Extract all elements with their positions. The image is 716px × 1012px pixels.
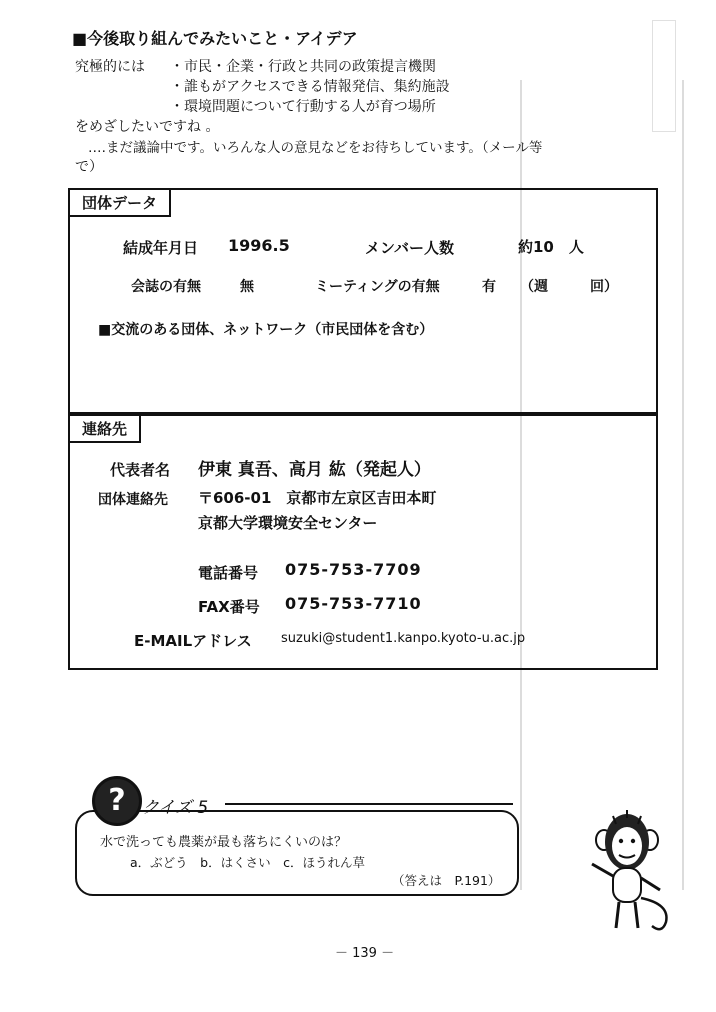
- question-icon: ?: [92, 776, 142, 826]
- phone-value: 075-753-7709: [285, 560, 422, 579]
- contact-title: 連絡先: [68, 414, 141, 443]
- fax-value: 075-753-7710: [285, 594, 422, 613]
- quiz-rule: [225, 803, 513, 805]
- addr-line-1: 〒606-01 京都市左京区吉田本町: [198, 489, 437, 507]
- rep-label: 代表者名: [110, 461, 171, 479]
- addr-label: 団体連絡先: [98, 492, 168, 508]
- meeting-value: 有: [482, 279, 496, 295]
- ideas-bullet-1: ・市民・企業・行政と共同の政策提言機関: [170, 59, 436, 75]
- bulletin-label: 会誌の有無: [131, 279, 201, 295]
- quiz-options: a．ぶどう b．はくさい c．ほうれん草: [130, 855, 365, 870]
- quiz-title: クイズ 5: [142, 798, 209, 818]
- network-label: ■交流のある団体、ネットワーク（市民団体を含む）: [98, 322, 434, 338]
- ideas-heading: ■今後取り組んでみたいこと・アイデア: [72, 29, 358, 48]
- founded-value: 1996.5: [228, 236, 290, 255]
- ideas-bullet-2: ・誰もがアクセスできる情報発信、集約施設: [170, 79, 450, 95]
- founded-label: 結成年月日: [123, 239, 199, 257]
- phone-label: 電話番号: [198, 564, 259, 582]
- members-value: 約10 人: [518, 238, 584, 256]
- quiz-answer-ref: （答えは P.191）: [392, 873, 501, 888]
- fax-label: FAX番号: [198, 598, 260, 616]
- email-label: E-MAILアドレス: [134, 632, 252, 650]
- members-label: メンバー人数: [365, 239, 454, 257]
- reverse-side-tab: [652, 20, 676, 132]
- email-value: suzuki@student1.kanpo.kyoto-u.ac.jp: [281, 631, 526, 646]
- ideas-bullet-3: ・環境問題について行動する人が育つ場所: [170, 99, 436, 115]
- ideas-note-line-2: で）: [75, 159, 103, 175]
- group-data-box: [68, 188, 658, 414]
- bulletin-value: 無: [240, 279, 254, 295]
- ideas-note-line-1: ‥‥まだ議論中です。いろんな人の意見などをお待ちしています。（メール等: [88, 140, 543, 156]
- addr-line-2: 京都大学環境安全センター: [198, 514, 378, 532]
- rep-value: 伊東 真吾、高月 紘（発起人）: [198, 460, 431, 480]
- quiz-question: 水で洗っても農薬が最も落ちにくいのは？: [100, 835, 348, 850]
- ideas-closing: をめざしたいですね 。: [75, 119, 220, 135]
- monkey-illustration: [586, 806, 676, 946]
- group-data-title: 団体データ: [68, 188, 171, 217]
- meeting-frequency: （週 回）: [520, 279, 618, 295]
- page-number: － 139 －: [335, 946, 395, 961]
- meeting-label: ミーティングの有無: [315, 279, 440, 295]
- ideas-lead: 究極的には: [75, 59, 145, 75]
